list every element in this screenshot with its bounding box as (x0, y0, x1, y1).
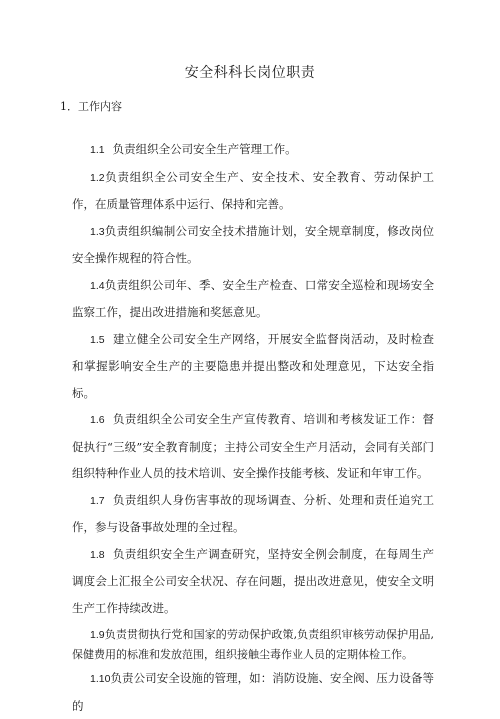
duty-item-text: 建立健全公司安全生产网络，开展安全监督岗活动，及时检查和掌握影响安全生产的主要隐患并提出整改和处理意见，下达安全指标。 (72, 331, 434, 400)
duty-item (72, 406, 434, 487)
duty-item-number: 1.1 (90, 144, 105, 156)
duty-item (72, 164, 434, 218)
duty-item (72, 272, 434, 326)
duty-list (72, 136, 434, 719)
duty-item-text: 负责贯彻执行党和国家的劳动保护政策,负责组织审核劳动保护用品,保健费用的标准和发放范围，组织接触尘毒作业人员的定期体检工作。 (72, 628, 434, 661)
duty-item-text: 负责组织安全生产调查研究，坚持安全例会制度，在每周生产调度会上汇报全公司安全状况、存在问题，提出改进意见，使安全文明生产工作持续改进。 (72, 546, 434, 615)
section-heading: 1．工作内容 (60, 100, 122, 113)
duty-item-number: 1.2 (90, 171, 105, 184)
duty-item (72, 218, 434, 272)
duty-item-number: 1.6 (90, 414, 105, 426)
duty-item-text: 负责组织全公司安全生产管理工作。 (112, 142, 297, 156)
duty-item-number: 1.8 (90, 548, 105, 561)
duty-item (72, 665, 434, 719)
duty-item-number: 1.3 (90, 225, 105, 238)
duty-item (72, 326, 434, 407)
duty-item-text: 负责组织全公司安全生产宣传教育、培训和考核发证工作：督促执行“三级”安全教育制度；主持公司安全生产月活动，会同有关部门组织特种作业人员的技术培训、安全操作技能考核、发证和年审工作。 (72, 412, 434, 480)
duty-item-number: 1.10 (90, 673, 111, 685)
duty-item-text: 负责公司安全设施的管理，如：消防设施、安全阀、压力设备等的 (72, 671, 434, 713)
duty-item (72, 136, 434, 164)
duty-item-number: 1.9 (90, 629, 105, 641)
duty-item-text: 负责组织编制公司安全技术措施计划，安全规章制度，修改岗位安全操作规程的符合性。 (72, 223, 434, 265)
document-title: 安全科科长岗位职责 (184, 65, 316, 81)
duty-item (72, 541, 434, 622)
duty-item-text: 负责组织全公司安全生产、安全技术、安全教育、劳动保护工作，在质量管理体系中运行、保持和完善。 (72, 169, 434, 211)
duty-item-text: 负责组织人身伤害事故的现场调查、分析、处理和责任追究工作，参与设备事故处理的全过程。 (72, 492, 434, 534)
duty-item-number: 1.5 (90, 333, 105, 346)
duty-item-text: 负责组织公司年、季、安全生产检查、口常安全巡检和现场安全监察工作，提出改进措施和奖惩意见。 (72, 277, 434, 319)
duty-item-number: 1.4 (90, 279, 105, 292)
duty-item (72, 625, 434, 665)
duty-item-number: 1.7 (90, 494, 105, 507)
duty-item (72, 487, 434, 541)
